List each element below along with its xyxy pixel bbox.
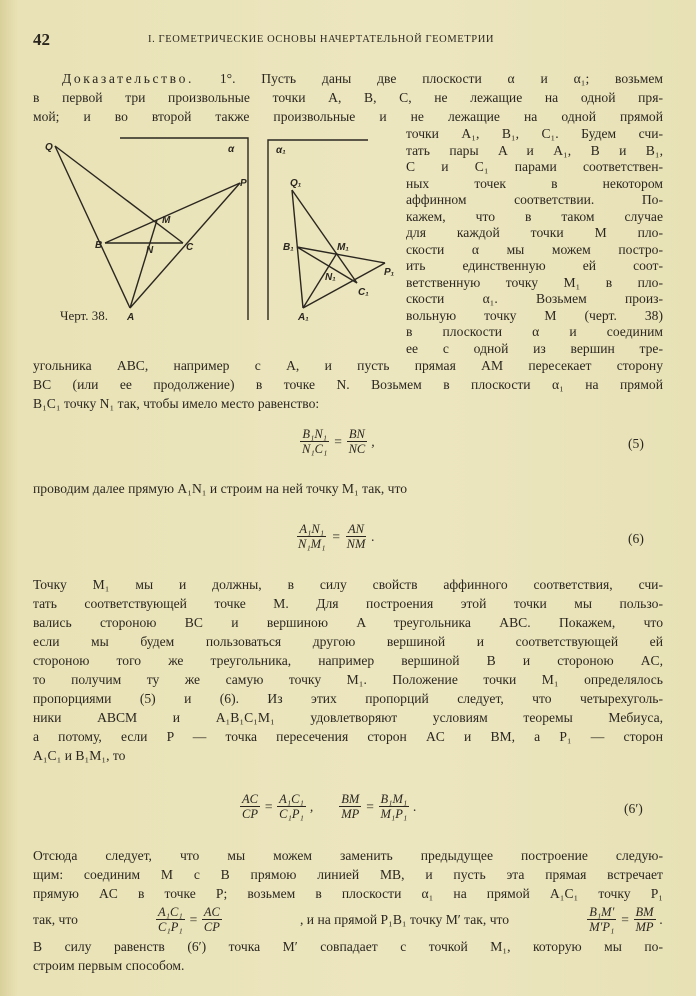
punctuation: , [309, 798, 314, 814]
numerator: B₁N₁ [302, 427, 328, 441]
text: , и на прямой P₁B₁ точку M′ так, что [299, 911, 510, 927]
para2-lines-line: A₁C₁ и B₁M₁, то [33, 748, 126, 763]
line-AM [130, 220, 157, 308]
para2-lines-line: то получим ту же самую точку M₁. Положение точки M₁ определялось [33, 672, 663, 687]
fraction [345, 522, 368, 551]
numerator: A₁N₁ [299, 522, 325, 536]
label-alpha: α [228, 144, 235, 155]
punctuation: . [659, 911, 663, 927]
label-Q1: Q₁ [290, 178, 302, 189]
para1-line: угольника ABC, например с A, и пусть прямая AM пересекает сторону [33, 358, 663, 373]
equation-5 [300, 427, 375, 456]
para2-lines-line: если мы будем пользоваться другою вершиной и соответствующей ей [33, 634, 663, 649]
punctuation: . [371, 528, 375, 544]
fraction [202, 905, 222, 934]
line-QC [55, 146, 183, 243]
page-number: 42 [33, 30, 50, 49]
para2-lines-line: а потому, если P — точка пересечения сторон AC и BM, а P₁ — сторон [33, 729, 663, 744]
equation-number: (6) [628, 531, 644, 546]
equation-6-prime [240, 792, 417, 821]
numerator: AC [203, 905, 220, 919]
inline-equation-line [33, 905, 663, 934]
label-N1: N₁ [325, 272, 336, 283]
para1-line: BC (или ее продолжение) в точке N. Возьмем в плоскости α₁ на прямой [33, 377, 663, 392]
equals-sign: = [263, 798, 274, 814]
para2-lines-line: тать соответствующей точке M. Для построения этой точки мы пользо- [33, 596, 663, 611]
fraction [347, 427, 368, 456]
line-Q1C1 [292, 190, 357, 283]
figure-38 [0, 125, 400, 325]
para3-line: Отсюда следует, что мы можем заменить предыдущее построение следую- [33, 848, 663, 863]
denominator: MP [635, 920, 654, 934]
narrow-lines-line: тать пары A и A₁, B и B₁, [406, 142, 663, 158]
narrow-lines-line: аффинном соответствии. По- [406, 192, 663, 207]
text: так, что [33, 911, 78, 927]
label-C1: C₁ [358, 287, 369, 298]
label-C: C [186, 242, 194, 253]
proof-line-2: в первой три произвольные точки A, B, C, не лежащие на одной пря- [33, 90, 663, 105]
fraction [634, 905, 656, 934]
label-alpha1: α₁ [276, 145, 286, 156]
label-A: A [127, 312, 135, 323]
numerator: AN [348, 522, 364, 536]
running-title: I. ГЕОМЕТРИЧЕСКИЕ ОСНОВЫ НАЧЕРТАТЕЛЬНОЙ ГЕОМЕТРИИ [148, 34, 495, 45]
fraction [240, 792, 260, 821]
denominator: M₁P₁ [380, 807, 408, 821]
para3-line: щим: соединим M с B прямою линией MB, и пусть эта прямая встречает [33, 867, 663, 882]
numerator: BM [635, 905, 654, 919]
line-QA [55, 146, 130, 308]
numerator: BN [348, 427, 365, 441]
numerator: B₁M₁ [380, 792, 408, 806]
denominator: MP [341, 807, 360, 821]
equation-number: (6′) [624, 801, 643, 816]
fraction [156, 905, 185, 934]
narrow-lines-line: ить единственную ей соот- [406, 258, 663, 273]
figure-caption: Черт. 38. [60, 308, 109, 323]
para3-line: прямую AC в точке P; возьмем в плоскости α₁ на прямой A₁C₁ точку P₁ [33, 886, 663, 901]
line-A1P1 [303, 263, 385, 308]
line-BP [105, 183, 240, 243]
para2-lines-line: ники ABCM и A₁B₁C₁M₁ удовлетворяют условиям теоремы Мебиуса, [33, 710, 663, 725]
denominator: N₁C₁ [302, 442, 328, 456]
denominator: CP [203, 920, 220, 934]
numerator: B₁M′ [589, 905, 615, 919]
numerator: A₁C₁ [279, 792, 304, 806]
para2-lines-line: стороною того же треугольника, например вершиной B и стороною AC, [33, 653, 663, 668]
label-P1: P₁ [384, 267, 395, 278]
denominator: CP [242, 807, 258, 821]
label-B1: B₁ [283, 242, 294, 253]
narrow-lines-line: скости α мы можем постро- [406, 241, 663, 257]
narrow-lines-line: вольную точку M (черт. 38) [406, 307, 663, 323]
narrow-lines-line: C и C₁ парами соответствен- [406, 159, 663, 174]
equation-number: (5) [628, 436, 644, 451]
narrow-lines-line: точки A₁, B₁, C₁. Будем счи- [406, 126, 663, 141]
fraction [379, 792, 410, 821]
equation-6 [296, 522, 375, 551]
para1-line: B₁C₁ точку N₁ так, чтобы имело место равенство: [33, 396, 320, 411]
denominator: NC [348, 442, 366, 456]
plane-alpha-frame [120, 138, 248, 320]
denominator: M′P₁ [589, 920, 615, 934]
punctuation: , [371, 433, 375, 449]
label-P: P [240, 178, 247, 189]
proof-line-1 [62, 69, 663, 88]
equals-sign: = [365, 798, 375, 814]
fraction [296, 522, 327, 551]
para3-line: строим первым способом. [33, 958, 185, 973]
narrow-lines-line: ее с одной из вершин тре- [406, 340, 663, 356]
proof-line-1-text: 1°. Пусть даны две плоскости α и α₁; возьмем [219, 71, 663, 86]
label-M: M [162, 215, 171, 226]
plane-alpha1-frame [268, 140, 368, 320]
label-B: B [95, 240, 103, 251]
para2-lines-line: Точку M₁ мы и должны, в силу свойств аффинного соответствия, счи- [33, 577, 663, 592]
narrow-lines-line: ных точек в некотором [406, 175, 663, 191]
narrow-lines-line: ветственную точку M₁ в пло- [406, 274, 663, 290]
label-Q: Q [45, 142, 53, 153]
denominator: C₁P₁ [279, 807, 304, 821]
fraction [300, 427, 329, 456]
label-N: N [146, 245, 154, 256]
label-M1: M₁ [337, 242, 349, 253]
narrow-lines-line: в плоскости α и соединим [406, 324, 663, 339]
equals-sign: = [333, 433, 343, 449]
narrow-lines-line: кажем, что в таком случае [406, 208, 663, 224]
fraction [587, 905, 616, 934]
fraction [339, 792, 361, 821]
numerator: A₁C₁ [158, 905, 183, 919]
narrow-lines-line: скости α₁. Возьмем произ- [406, 291, 663, 306]
para3-line: В силу равенств (6′) точка M′ совпадает с точкой M₁, которую мы по- [33, 939, 663, 954]
para2-lines-line: вались стороною BC и вершиною A треугольника ABC. Покажем, что [33, 615, 663, 630]
proof-label: Доказательство. [62, 71, 195, 86]
label-A1: A₁ [298, 312, 309, 323]
fraction [277, 792, 306, 821]
equals-sign: = [331, 528, 341, 544]
denominator: C₁P₁ [158, 920, 183, 934]
proof-line-3: мой; и во второй также произвольные и не лежащие на одной прямой [33, 109, 663, 124]
punctuation: . [413, 798, 417, 814]
denominator: N₁M₁ [298, 537, 326, 551]
numerator: BM [341, 792, 360, 806]
narrow-lines-line: для каждой точки M пло- [406, 225, 663, 240]
equals-sign: = [188, 911, 198, 927]
para2-lines-line: пропорциями (5) и (6). Из этих пропорций следует, что четырехуголь- [33, 691, 663, 706]
denominator: NM [346, 537, 366, 551]
line-after-eq5: проводим далее прямую A₁N₁ и строим на ней точку M₁ так, что [33, 481, 408, 496]
equals-sign: = [620, 911, 630, 927]
numerator: AC [242, 792, 258, 806]
